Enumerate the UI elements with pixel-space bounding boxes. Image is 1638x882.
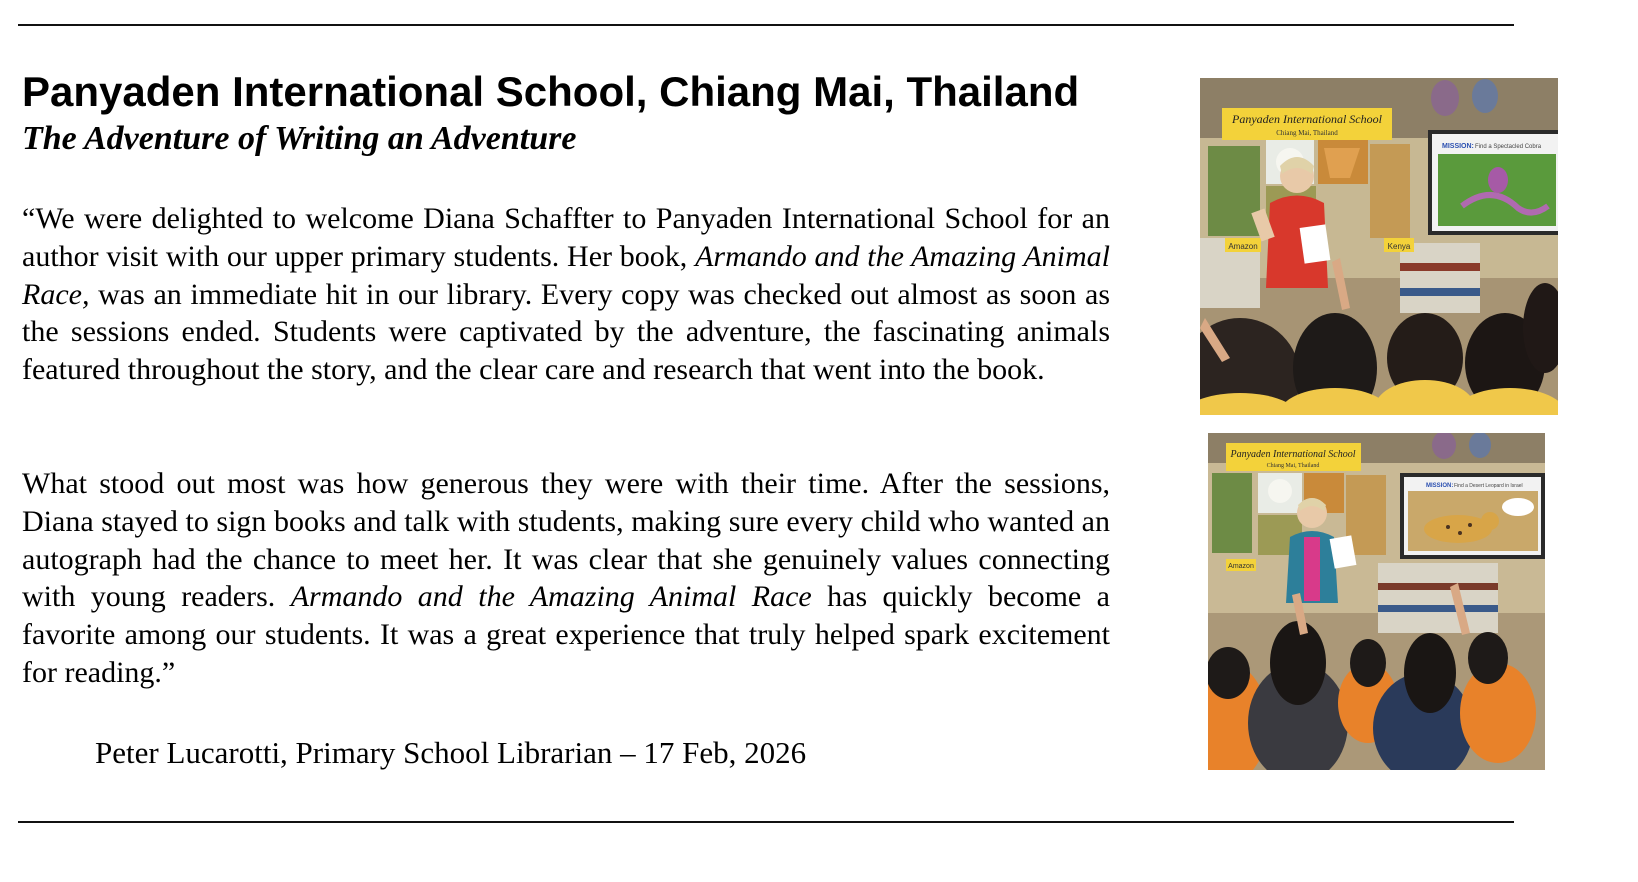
p1-text-end: was an immediate hit in our library. Every copy was checked out almost as soon as the sessions ended. Students were captivated by the adventure, the fascinating animals featured throughout the story, and the clear care and research that went into the book. (22, 277, 1110, 387)
map-poster (1208, 146, 1260, 236)
mission-label: MISSION: (1426, 483, 1454, 489)
decoration (1469, 433, 1491, 458)
classroom-scene-2 (1208, 433, 1545, 770)
banner-title: Panyaden International School (1230, 449, 1356, 460)
map-poster (1212, 473, 1252, 553)
banner-title: Panyaden International School (1232, 112, 1382, 126)
banner-subtitle: Chiang Mai, Thailand (1276, 129, 1338, 137)
snake-poster (1370, 144, 1410, 238)
book-title-2: Armando and the Amazing Animal Race (290, 580, 812, 614)
p2-text-end: has quickly become a favorite among our students. It was a great experience that truly helped spark excitement for reading.” (22, 580, 1110, 689)
label-amazon: Amazon (1228, 563, 1254, 570)
label-amazon: Amazon (1228, 242, 1258, 251)
author-visit-photo-1 (1200, 78, 1558, 415)
decoration (1472, 79, 1498, 113)
mission-text: Find a Desert Leopard in Israel (1454, 483, 1523, 489)
bottom-rule (18, 821, 1514, 823)
bookshelf (1400, 243, 1480, 313)
p1-text-start: “We were delighted to welcome Diana Schaffter to Panyaden International School for an author visit with our upper primary students. Her book, (22, 202, 1110, 273)
bookshelf (1378, 563, 1498, 633)
top-rule (18, 24, 1514, 26)
label-kenya: Kenya (1387, 242, 1411, 251)
testimonial-paragraph-1 (22, 200, 1110, 389)
book-title-1: Armando and the Amazing Animal Race, (22, 239, 1110, 311)
decoration (1431, 80, 1459, 116)
p2-text-start: What stood out most was how generous they were with their time. After the sessions, Diana stayed to sign books and talk with students, making sure every child who wanted an autograph had the chance to meet her. It was clear that she genuinely values connecting with young readers. (22, 467, 1110, 614)
page-title: Panyaden International School, Chiang Mai, Thailand (22, 68, 1080, 115)
classroom-scene-1 (1200, 78, 1558, 415)
author-visit-photo-2 (1208, 433, 1545, 770)
mission-label: MISSION: (1442, 143, 1474, 150)
testimonial-paragraph-2 (22, 465, 1110, 692)
page-subtitle: The Adventure of Writing an Adventure (22, 120, 577, 157)
banner-subtitle: Chiang Mai, Thailand (1266, 463, 1320, 469)
paper (1300, 224, 1331, 263)
signature-line: Peter Lucarotti, Primary School Librarian – 17 Feb, 2026 (95, 735, 807, 770)
mission-text: Find a Spectacled Cobra (1475, 144, 1542, 150)
